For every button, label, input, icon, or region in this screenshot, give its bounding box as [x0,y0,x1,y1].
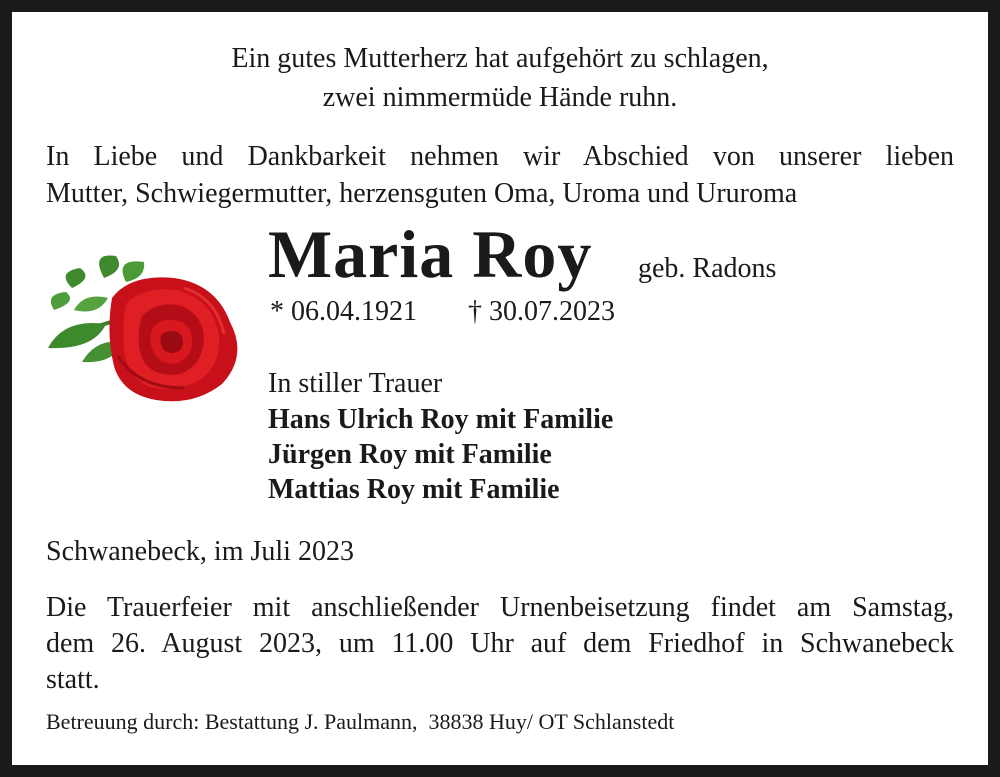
intro-line-2: Mutter, Schwiegermutter, herzensguten Oma, Uroma und Ururoma [46,178,798,209]
mourner-family: Hans Ulrich Roy mit Familie [268,404,614,435]
verse-line-2: zwei nimmermüde Hände ruhn. [322,82,678,113]
ceremony-line-1: Die Trauerfeier mit anschließender Urnenbeisetzung findet am Samstag, [46,592,954,623]
place-and-date: Schwanebeck, im Juli 2023 [46,536,354,567]
ceremony-line-3: statt. [46,664,100,695]
ceremony-line-2: dem 26. August 2023, um 11.00 Uhr auf dem Friedhof in Schwanebeck [46,628,954,659]
mourner-family: Jürgen Roy mit Familie [268,439,552,470]
maiden-name: geb. Radons [638,253,777,284]
deceased-name: Maria Roy [268,216,593,292]
rose-image [34,238,244,404]
intro-text [46,138,954,212]
ceremony-details [46,590,954,698]
mourning-intro: In stiller Trauer [268,368,443,399]
mourner-family: Mattias Roy mit Familie [268,474,560,505]
undertaker-info: Betreuung durch: Bestattung J. Paulmann, 38838 Huy/ OT Schlanstedt [46,709,675,734]
intro-line-1: In Liebe und Dankbarkeit nehmen wir Abschied von unserer lieben [46,141,954,172]
birth-date: * 06.04.1921 [270,296,417,327]
verse-line-1: Ein gutes Mutterherz hat aufgehört zu schlagen, [231,43,769,74]
death-date: † 30.07.2023 [468,296,615,327]
